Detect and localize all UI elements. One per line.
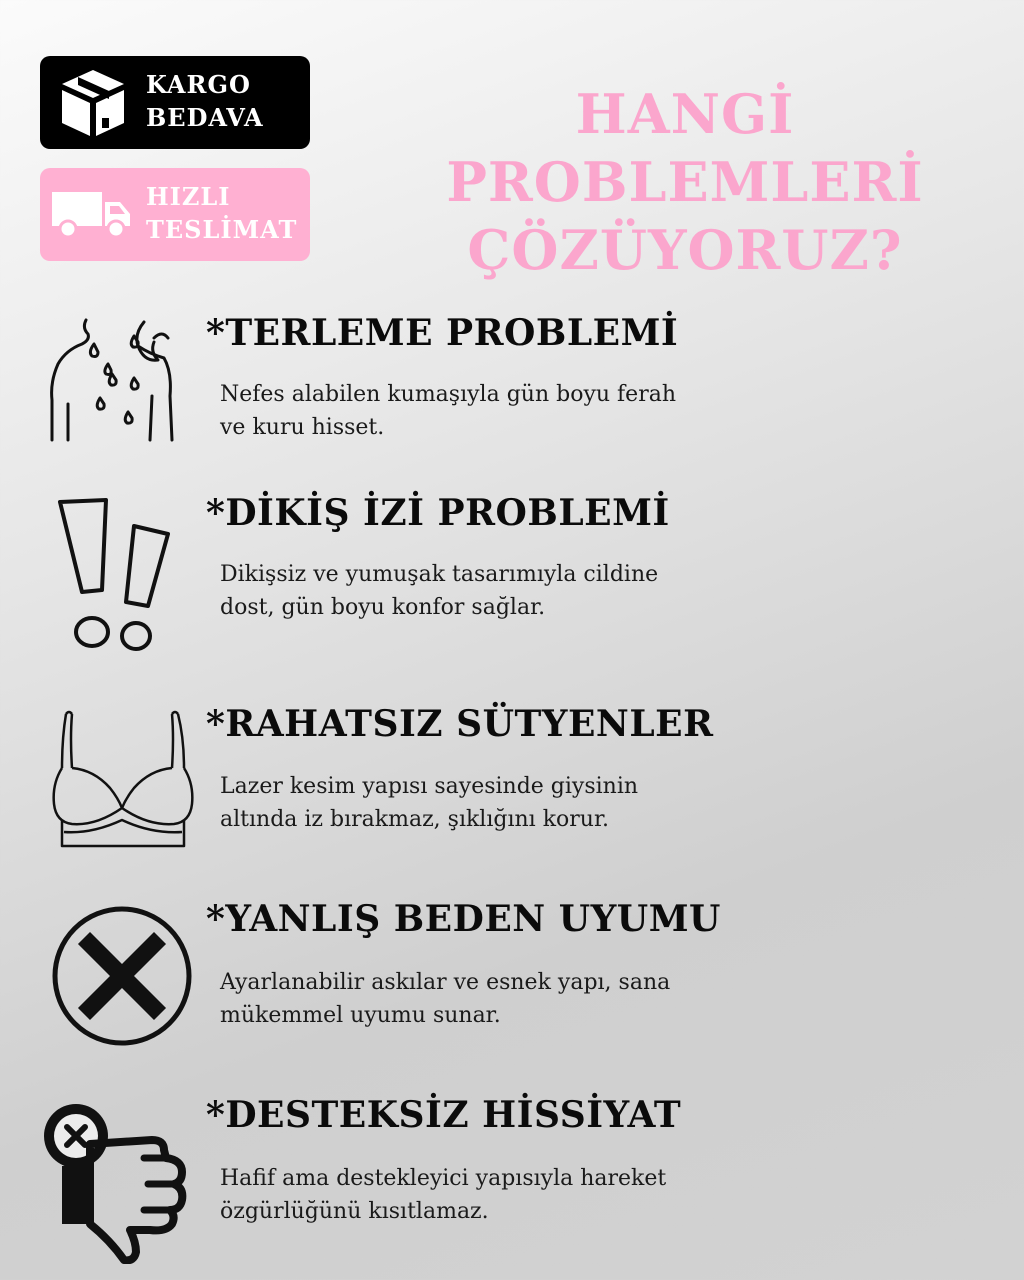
x-circle-icon — [50, 904, 194, 1048]
headline-line1: HANGİ PROBLEMLERİ — [446, 82, 924, 214]
problem-title-support: *DESTEKSİZ HİSSİYAT — [206, 1094, 682, 1136]
truck-icon — [50, 188, 134, 240]
problem-title-sweat: *TERLEME PROBLEMİ — [206, 312, 679, 354]
problem-desc-sweat: Nefes alabilen kumaşıyla gün boyu ferah ve kuru hisset. — [220, 382, 676, 440]
fast-delivery-label — [146, 180, 297, 246]
problem-title-seam: *DİKİŞ İZİ PROBLEMİ — [206, 492, 670, 534]
problem-title-fit: *YANLIŞ BEDEN UYUMU — [206, 898, 721, 940]
free-shipping-label — [146, 68, 264, 134]
problem-desc-support: Hafif ama destekleyici yapısıyla hareket özgürlüğünü kısıtlamaz. — [220, 1166, 667, 1224]
thumbs-down-icon — [40, 1100, 190, 1264]
problem-desc-seam: Dikişsiz ve yumuşak tasarımıyla cildine dost, gün boyu konfor sağlar. — [220, 562, 659, 620]
free-shipping-line2: BEDAVA — [146, 103, 264, 132]
sweat-icon — [46, 316, 182, 446]
problem-title-bra: *RAHATSIZ SÜTYENLER — [206, 703, 714, 745]
fast-delivery-line2: TESLİMAT — [146, 215, 298, 244]
free-shipping-line1: KARGO — [146, 70, 251, 99]
bra-icon — [50, 708, 196, 852]
problem-desc-fit: Ayarlanabilir askılar ve esnek yapı, sana mükemmel uyumu sunar. — [220, 970, 671, 1028]
fast-delivery-line1: HIZLI — [146, 182, 231, 211]
exclamation-icon — [56, 496, 176, 654]
free-shipping-badge — [40, 56, 310, 149]
box-icon — [58, 66, 128, 140]
fast-delivery-badge — [40, 168, 310, 261]
problem-desc-bra: Lazer kesim yapısı sayesinde giysinin altında iz bırakmaz, şıklığını korur. — [220, 774, 639, 832]
headline — [340, 80, 1024, 284]
headline-line2: ÇÖZÜYORUZ? — [467, 218, 903, 282]
